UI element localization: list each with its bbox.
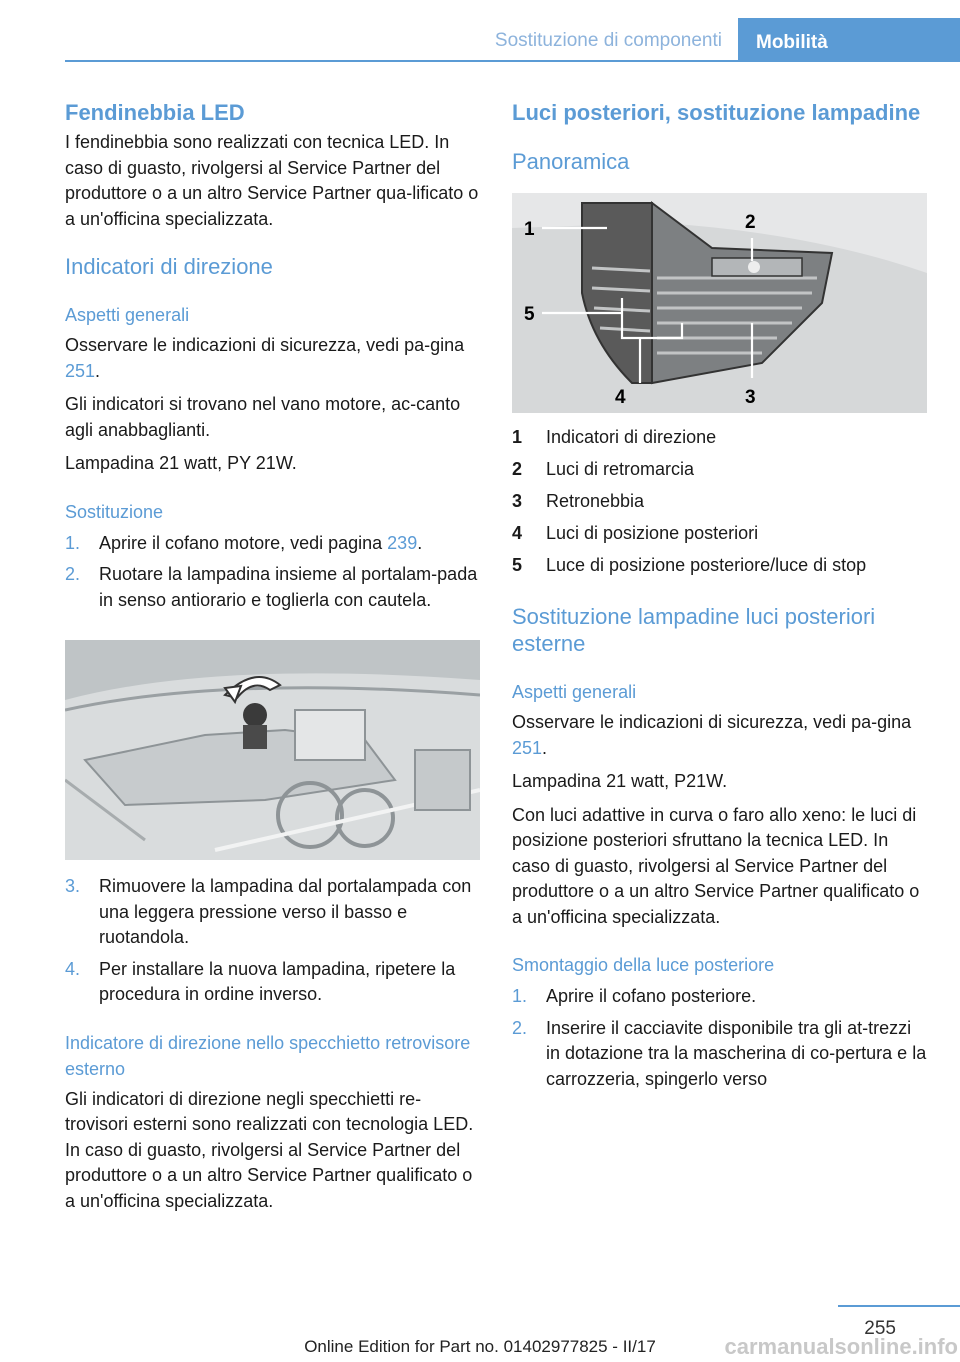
general-aspects-title-right: Aspetti generali xyxy=(512,682,637,702)
bulb-spec-text: Lampadina 21 watt, PY 21W. xyxy=(65,453,297,473)
removal-title: Smontaggio della luce posteriore xyxy=(512,955,775,975)
replacement-steps-a xyxy=(65,531,480,614)
mirror-indicator-title: Indicatore di direzione nello specchietto retrovisore esterno xyxy=(65,1032,471,1079)
replacement-steps-b xyxy=(65,874,480,1008)
list-item: 1. Aprire il cofano posteriore. xyxy=(512,986,757,1006)
header-rule xyxy=(65,60,960,62)
rear-lights-title: Luci posteriori, sostituzione lampadine xyxy=(512,100,921,125)
safety-note: Osservare le indicazioni di sicurezza, vedi pa-gina 251. xyxy=(65,335,465,381)
list-item: 3. Rimuovere la lampadina dal portalampada con una leggera pressione verso il basso e ruotandola. xyxy=(65,876,472,947)
list-item: 2 Luci di retromarcia xyxy=(512,459,695,479)
list-item: 2. Inserire il cacciavite disponibile tra gli at-trezzi in dotazione tra la mascherina di co-pertura e la carrozzeria, spingerlo verso xyxy=(512,1017,927,1089)
rear-light-illustration xyxy=(512,193,927,413)
turn-signals-title: Indicatori di direzione xyxy=(65,254,273,279)
list-item: 1. Aprire il cofano motore, vedi pagina 239. xyxy=(65,532,423,553)
right-column xyxy=(512,100,927,1092)
list-item: 4 Luci di posizione posteriori xyxy=(512,523,759,543)
callout-3: 3 xyxy=(745,387,756,408)
bulb-spec-text-right: Lampadina 21 watt, P21W. xyxy=(512,771,728,791)
page-link-251[interactable]: 251 xyxy=(65,360,96,381)
list-item: 3 Retronebbia xyxy=(512,491,645,511)
fog-lights-title: Fendinebbia LED xyxy=(65,100,245,125)
removal-steps xyxy=(512,984,927,1092)
figure-legend xyxy=(512,421,927,581)
list-item: 1 Indicatori di direzione xyxy=(512,427,717,447)
engine-bay-illustration xyxy=(65,640,480,860)
edition-text: Online Edition for Part no. 01402977825 - II/17 xyxy=(304,1337,656,1356)
page-number: 255 xyxy=(864,1318,896,1339)
footer-rule xyxy=(838,1305,960,1307)
list-item: 5 Luce di posizione posteriore/luce di stop xyxy=(512,555,867,575)
location-text: Gli indicatori si trovano nel vano motore, ac-canto agli anabbaglianti. xyxy=(65,394,461,440)
led-note-text: Con luci adattive in curva o faro allo xeno: le luci di posizione posteriori sfruttano la tecnica LED. In caso di guasto, rivolgersi al Service Partner del produttore o a un altro Service Partner qualificato o a un'officina specializzata. xyxy=(512,804,920,927)
header-chapter-tab: Mobilità xyxy=(738,18,960,62)
callout-4: 4 xyxy=(615,387,626,408)
mirror-indicator-text: Gli indicatori di direzione negli specchietti re-trovisori esterni sono realizzati con tecnologia LED. In caso di guasto, rivolgersi al Service Partner del produttore o a un altro Service Partner qualificato o a un'officina specializzata. xyxy=(65,1088,474,1211)
header-section-title: Sostituzione di componenti xyxy=(494,30,722,51)
overview-title: Panoramica xyxy=(512,149,630,174)
safety-note-right: Osservare le indicazioni di sicurezza, vedi pa-gina 251. xyxy=(512,712,912,758)
list-item: 4. Per installare la nuova lampadina, ripetere la procedura in ordine inverso. xyxy=(65,958,456,1004)
page-link-239[interactable]: 239 xyxy=(387,532,418,553)
replacement-title: Sostituzione xyxy=(65,501,164,522)
fog-lights-text: I fendinebbia sono realizzati con tecnica LED. In caso di guasto, rivolgersi al Service Partner del produttore o a un altro Service Partner qua-lificato o a un'officina specializzata. xyxy=(65,132,479,229)
general-aspects-title: Aspetti generali xyxy=(65,305,190,325)
callout-1: 1 xyxy=(524,219,535,240)
watermark: carmanualsonline.info xyxy=(724,1334,958,1359)
page-link-251-right[interactable]: 251 xyxy=(512,737,543,758)
callout-5: 5 xyxy=(524,304,535,325)
callout-2: 2 xyxy=(745,212,756,233)
list-item: 2. Ruotare la lampadina insieme al portalam-pada in senso antiorario e toglierla con cautela. xyxy=(65,564,478,610)
external-bulb-title: Sostituzione lampadine luci posteriori esterne xyxy=(512,604,876,656)
left-column xyxy=(65,100,480,1214)
